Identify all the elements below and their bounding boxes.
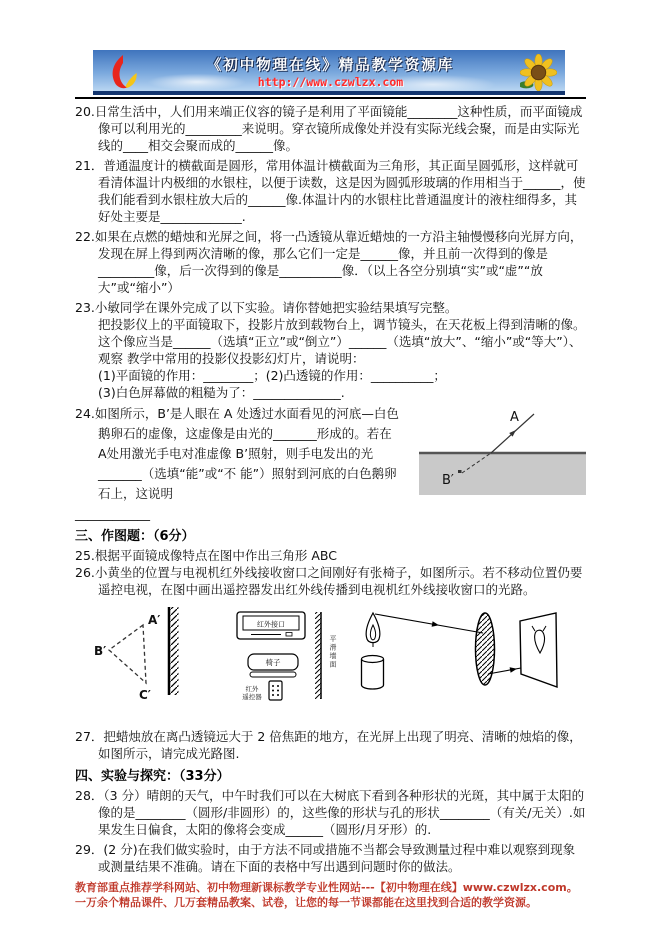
- chair-base: [250, 672, 296, 677]
- label-c-prime: C′: [139, 688, 151, 702]
- q24-river-figure: [406, 406, 586, 509]
- question-23-line2: 把投影仪上的平面镜取下，投影片放到载物台上，调节镜头，在天花板上得到清晰的像。这个像应当是______（选填“正立”或“倒立”）______（选填“放大”、“缩小”或“等大”）、: [98, 317, 586, 349]
- candle-top: [362, 656, 384, 663]
- tv-label: 红外接口: [257, 620, 285, 629]
- q24-answer-blank: ____________: [75, 506, 150, 521]
- remote-icon: [269, 681, 282, 700]
- banner-title: 《初中物理在线》精品教学资源库: [206, 58, 455, 74]
- banner-url: http://www.czwlzx.com: [257, 75, 404, 89]
- incident-ray: [375, 614, 483, 633]
- candle-body: [362, 659, 384, 689]
- convex-lens: [476, 613, 495, 685]
- q25-mirror-figure: [93, 603, 228, 725]
- question-29: 29．(2 分)在我们做实验时，由于方法不同或措施不当都会导致测量过程中难以观察到现象或测量结果不准确。请在下面的表格中写出遇到问题时你的做法。: [75, 842, 576, 874]
- question-24: 24.如图所示，B’是人眼在 A 处透过水面看见的河底—白色鹅卵石的虚像，这虚像是由光的_______形成的。若在 A处用激光手电对准虚像 B’照射，则手电发出的光_______（选填“能”或“不 能”）照射到河底的白色鹅卵石上，这说明: [75, 406, 399, 501]
- q26-room-drawing: [235, 609, 363, 721]
- remote-buttons: [272, 685, 279, 696]
- question-25: 25.根据平面镜成像特点在图中作出三角形 ABC: [75, 548, 337, 563]
- question-23-line3: 观察 教学中常用的投影仪投影幻灯片，请说明：: [98, 351, 365, 366]
- footer-promo-text: 教育部重点推荐学科网站、初中物理新课标教学专业性网站---【初中物理在线】www.czwlzx.com。一万余个精品课件、几万套精品教案、试卷，让您的每一节课都能在这里找到合适的教学资源。: [75, 881, 578, 909]
- label-b-prime: B′: [94, 644, 107, 658]
- q26-room-figure: [235, 609, 363, 721]
- question-21: 21．普通温度计的横截面是圆形，常用体温计横截面为三角形，其正面呈圆弧形，这样就可看清体温计内极细的水银柱，以便于读数，这是因为圆弧形玻璃的作用相当于______，使我们能看到水银柱放大后的______像.体温计内的水银柱比普通温度计的液柱细得多，其好处主要是_____________.: [75, 158, 586, 224]
- image-triangle: [109, 625, 146, 683]
- virtual-image-point: [458, 470, 462, 473]
- flame-outer: [366, 613, 380, 643]
- wall-label: 平滑墙面: [329, 635, 337, 669]
- incident-ray-arrowhead: [432, 621, 439, 627]
- tv-knob: [286, 633, 292, 637]
- question-20: 20.日常生活中，人们用来端正仪容的镜子是利用了平面镜能________这种性质，而平面镜成像可以利用光的_________来说明。穿衣镜所成像处并没有实际光线会聚，而是由实际光线的____相交会聚而成的______像。: [75, 104, 583, 153]
- label-a-prime: A′: [148, 613, 161, 627]
- remote-label-line1: 红外: [245, 685, 259, 693]
- wall-hatching: [315, 612, 321, 699]
- chair-label: 椅子: [265, 658, 281, 667]
- question-23-line5: (3)白色屏幕做的粗糙为了：______________.: [98, 385, 345, 400]
- remote-label-line2: 遥控器: [242, 693, 262, 701]
- flame-inner: [370, 625, 375, 640]
- question-23-line1: 23.小敏同学在课外完成了以下实验。请你替她把实验结果填写完整。: [75, 300, 458, 315]
- question-23-line4: (1)平面镜的作用：________；(2)凸透镜的作用：__________；: [98, 368, 446, 383]
- sunflower-icon: [520, 54, 557, 91]
- question-28: 28．（3 分）晴朗的天气，中午时我们可以在大树底下看到各种形状的光斑，其中属于太阳的像的是________（圆形/非圆形）的，这些像的形状与孔的形状________（有关/无关）.如果发生日偏食，太阳的像将会变成______（圆形/月牙形）的.: [75, 788, 586, 837]
- q27-lens-figure: [347, 601, 579, 727]
- site-logo-icon: [107, 53, 141, 91]
- inverted-flame-image: [535, 630, 545, 653]
- question-22: 22.如果在点燃的蜡烛和光屏之间，将一凸透镜从靠近蜡烛的一方沿主轴慢慢移向光屏方向，发现在屏上得到两次清晰的像，那么它们一定是______像，并且前一次得到的像是_________像，后一次得到的像是__________像．（以上各空分别填“实”或“虚”“放大”或“缩小”）: [75, 229, 583, 295]
- question-24-block: [75, 404, 586, 524]
- header-divider: [75, 97, 586, 99]
- site-banner: [93, 50, 565, 95]
- question-27: 27．把蜡烛放在离凸透镜远大于 2 倍焦距的地方，在光屏上出现了明亮、清晰的烛焰的像，如图所示，请完成光路图.: [75, 729, 582, 761]
- banner-text-block: [148, 54, 513, 89]
- label-a: A: [510, 410, 519, 425]
- refracted-ray-arrowhead: [510, 667, 517, 673]
- figure-row: [75, 601, 586, 728]
- mirror-hatching: [171, 607, 179, 695]
- question-26: 26.小黄坐的位置与电视机红外线接收窗口之间刚好有张椅子，如图所示。若不移动位置仍要遥控电视，在图中画出遥控器发出红外线传播到电视机红外线接收窗口的光路。: [75, 565, 583, 597]
- section-four-heading: 四、实验与探究：（33分）: [75, 769, 230, 784]
- label-b-prime: B′: [442, 473, 454, 488]
- section-three-heading: 三、作图题：（6分）: [75, 529, 195, 544]
